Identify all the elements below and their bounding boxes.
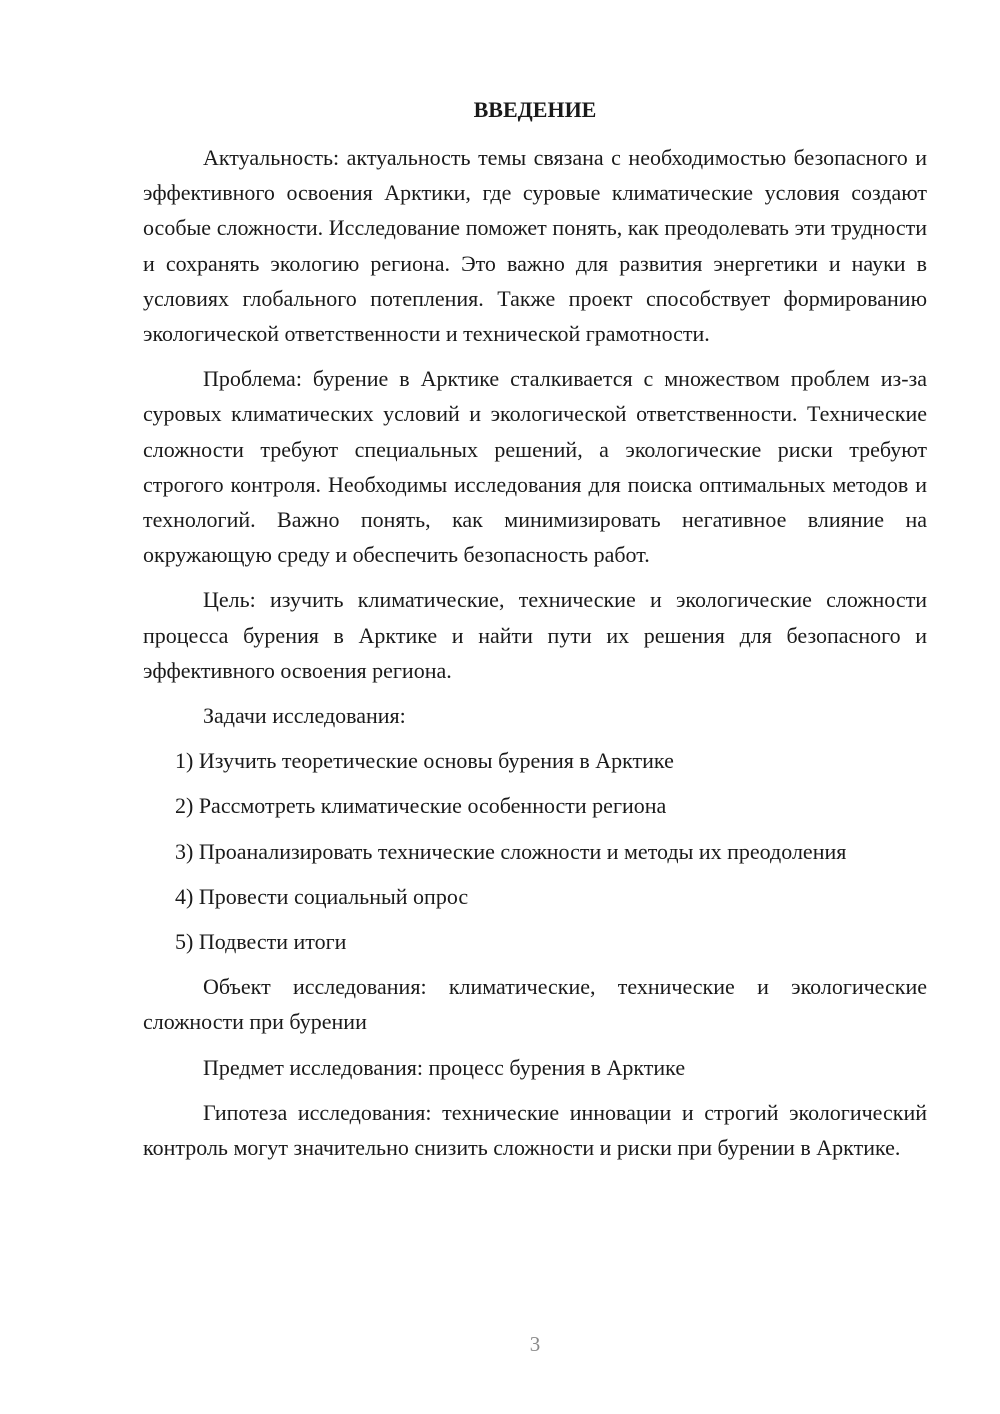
task-item: 4) Провести социальный опрос <box>175 883 469 909</box>
task-item: 2) Рассмотреть климатические особенности региона <box>175 793 667 819</box>
object-paragraph: Объект исследования: климатические, технические и экологические сложности при бурении <box>143 974 927 1035</box>
problem-paragraph: Проблема: бурение в Арктике сталкивается с множеством проблем из-за суровых климатических условий и экологической ответственности. Технические сложности требуют специальных решений, а экологические риски требуют строгого контроля. Необходимы исследования для поиска оптимальных методов и технологий. Важно понять, как минимизировать негативное влияние на окружающую среду и обеспечить безопасность работ. <box>143 366 927 568</box>
relevance-paragraph: Актуальность: актуальность темы связана с необходимостью безопасного и эффективного освоения Арктики, где суровые климатические условия создают особые сложности. Исследование поможет понять, как преодолевать эти трудности и сохранять экологию региона. Это важно для развития энергетики и науки в условиях глобального потепления. Также проект способствует формированию экологической ответственности и технической грамотности. <box>143 145 927 347</box>
document-page <box>143 92 927 1175</box>
task-item: 3) Проанализировать технические сложности и методы их преодоления <box>175 838 847 864</box>
task-item: 1) Изучить теоретические основы бурения в Арктике <box>175 748 674 774</box>
subject-paragraph: Предмет исследования: процесс бурения в Арктике <box>203 1054 686 1080</box>
section-title: ВВЕДЕНИЕ <box>473 97 597 122</box>
hypothesis-paragraph: Гипотеза исследования: технические инновации и строгий экологический контроль могут значительно снизить сложности и риски при бурении в Арктике. <box>143 1099 927 1161</box>
page-number: 3 <box>529 1332 541 1356</box>
task-item: 5) Подвести итоги <box>175 929 347 955</box>
goal-paragraph: Цель: изучить климатические, технические и экологические сложности процесса бурения в Арктике и найти пути их решения для безопасного и эффективного освоения региона. <box>143 587 927 683</box>
tasks-heading: Задачи исследования: <box>203 703 406 729</box>
